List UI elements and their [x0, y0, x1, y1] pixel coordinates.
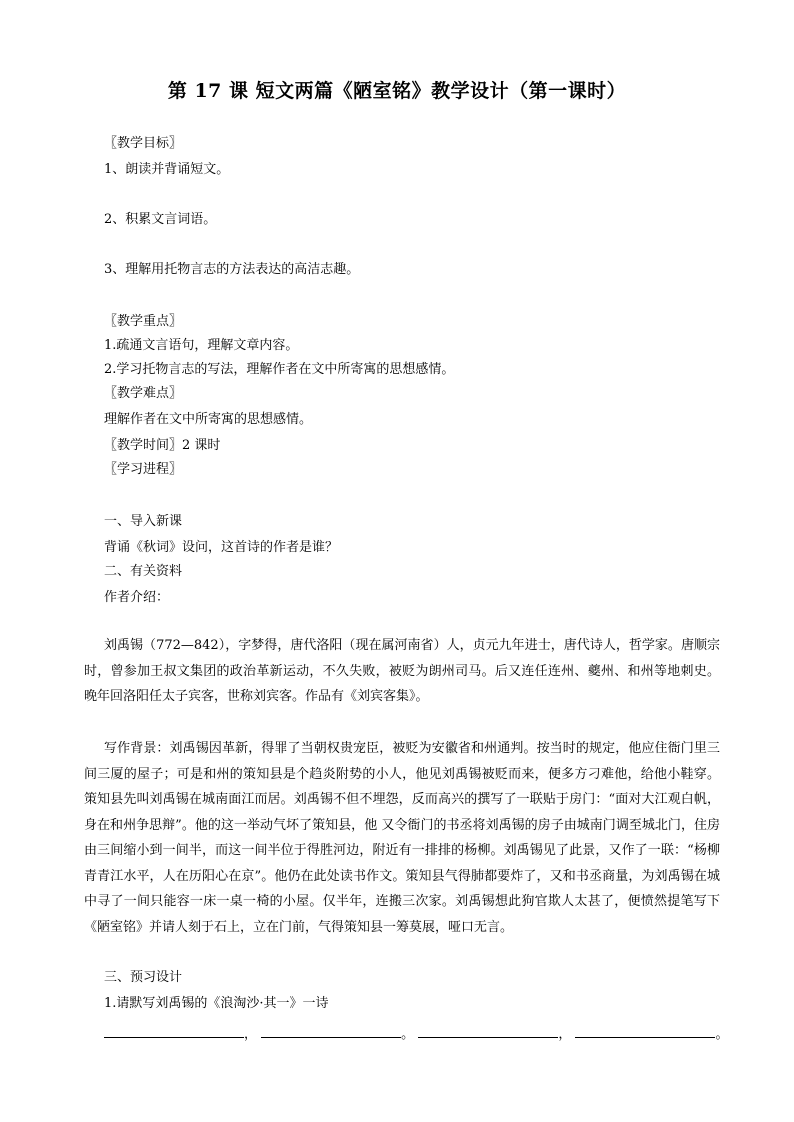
section-2-heading: 二、有关资料	[104, 564, 183, 579]
answer-blank-4[interactable]	[575, 1024, 715, 1038]
difficulty-heading: 〖教学难点〗	[104, 386, 183, 401]
teaching-time: 〖教学时间〗2 课时	[104, 438, 221, 453]
fill-in-blanks-row	[104, 1023, 728, 1042]
objective-item-3: 3、理解用托物言志的方法表达的高洁志趣。	[104, 262, 360, 277]
answer-blank-2[interactable]	[261, 1024, 401, 1038]
process-heading: 〖学习进程〗	[104, 462, 183, 477]
objectives-heading: 〖教学目标〗	[104, 136, 183, 151]
preview-question: 1.请默写刘禹锡的《浪淘沙·其一》一诗	[104, 996, 329, 1011]
key-points-heading: 〖教学重点〗	[104, 314, 183, 329]
author-bio-paragraph: 刘禹锡（772—842），字梦得，唐代洛阳（现在属河南省）人，贞元九年进士，唐代诗人，哲学家。唐顺宗时，曾参加王叔文集团的政治革新运动，不久失败，被贬为朗州司马。后又连任连州、夔州、和州等地刺史。晚年回洛阳任太子宾客，世称刘宾客。作品有《刘宾客集》。	[84, 638, 720, 704]
objective-item-1: 1、朗读并背诵短文。	[104, 162, 230, 177]
blank-separator-2: 。	[401, 1027, 415, 1042]
section-3-heading: 三、预习设计	[104, 970, 183, 985]
background-paragraph: 写作背景：刘禹锡因革新，得罪了当朝权贵宠臣，被贬为安徽省和州通判。按当时的规定，他应住衙门里三间三厦的屋子；可是和州的策知县是个趋炎附势的小人，他见刘禹锡被贬而来，便多方刁难他，给他小鞋穿。策知县先叫刘禹锡在城南面江而居。刘禹锡不但不埋怨，反而高兴的撰写了一联贴于房门：“面对大江观白帆，身在和州争思辩”。他的这一举动气坏了策知县，他 又令衙门的书丞将刘禹锡的房子由城南门调至城北门，住房由三间缩小到一间半，而这一间半位于得胜河边，附近有一排排的杨柳。刘禹锡见了此景，又作了一联：“杨柳青青江水平，人在历阳心在京”。他仍在此处读书作文。策知县气得肺都要炸了，又和书丞商量，为刘禹锡在城中寻了一间只能容一床一桌一椅的小屋。仅半年，连搬三次家。刘禹锡想此狗官欺人太甚了，便愤然提笔写下《陋室铭》并请人刻于石上，立在门前，气得策知县一筹莫展，哑口无言。	[84, 741, 720, 935]
key-point-item-2: 2.学习托物言志的写法，理解作者在文中所寄寓的思想感情。	[104, 362, 455, 377]
blank-separator-4: 。	[715, 1027, 729, 1042]
blank-separator-3: ，	[558, 1027, 572, 1042]
author-intro-label: 作者介绍：	[104, 590, 170, 605]
answer-blank-3[interactable]	[418, 1024, 558, 1038]
section-1-text: 背诵《秋词》设问，这首诗的作者是谁？	[104, 540, 339, 555]
page-title: 第 17 课 短文两篇《陋室铭》教学设计（第一课时）	[167, 80, 627, 102]
blank-separator-1: ，	[244, 1027, 258, 1042]
answer-blank-1[interactable]	[104, 1024, 244, 1038]
section-1-heading: 一、导入新课	[104, 514, 183, 529]
key-point-item-1: 1.疏通文言语句，理解文章内容。	[104, 338, 299, 353]
difficulty-text: 理解作者在文中所寄寓的思想感情。	[104, 412, 313, 427]
objective-item-2: 2、积累文言词语。	[104, 212, 217, 227]
